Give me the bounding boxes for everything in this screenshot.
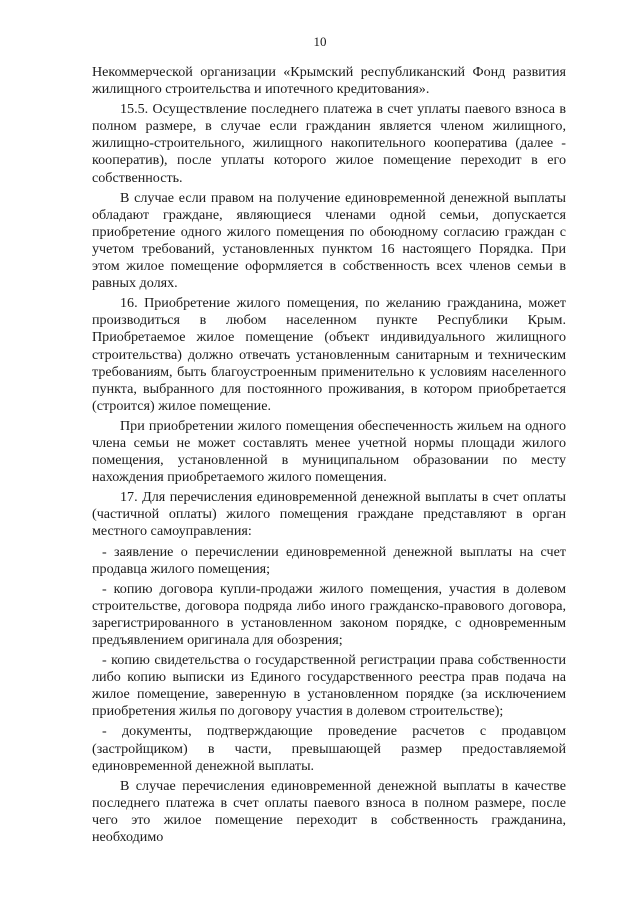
paragraph-17: 17. Для перечисления единовременной денежной выплаты в счет оплаты (частичной оплаты) жилого помещения граждане представляют в орган местного самоуправления:: [92, 489, 566, 540]
list-item-application: - заявление о перечислении единовременной денежной выплаты на счет продавца жилого помещения;: [92, 543, 566, 577]
document-body: [92, 64, 566, 846]
paragraph-intro-continuation: Некоммерческой организации «Крымский республиканский Фонд развития жилищного строительства и ипотечного кредитования».: [92, 64, 566, 98]
paragraph-last-payment: В случае перечисления единовременной денежной выплаты в качестве последнего платежа в счет оплаты паевого взноса в полном размере, после чего это жилое помещение переходит в собственность гражданина, необходимо: [92, 777, 566, 846]
paragraph-15-5: 15.5. Осуществление последнего платежа в счет уплаты паевого взноса в полном размере, в случае если гражданин является членом жилищного, жилищно-строительного, жилищного накопительного кооператива (далее - кооператив), после уплаты которого жилое помещение переходит в его собственность.: [92, 101, 566, 186]
list-item-certificate-copy: - копию свидетельства о государственной регистрации права собственности либо копию выписки из Единого государственного реестра прав подача на жилое помещение, заверенную в установленном порядке (за исключением приобретения жилья по договору участия в долевом строительстве);: [92, 652, 566, 720]
list-item-contract-copy: - копию договора купли-продажи жилого помещения, участия в долевом строительстве, договора подряда либо иного гражданско-правового договора, зарегистрированного в установленном законом порядке, с одновременным предъявлением оригинала для обозрения;: [92, 580, 566, 648]
paragraph-family-members: В случае если правом на получение единовременной денежной выплаты обладают граждане, являющиеся членами одной семьи, допускается приобретение одного жилого помещения по обоюдному согласию граждан с учетом требований, установленных пунктом 16 настоящего Порядка. При этом жилое помещение оформляется в собственность всех членов семьи в равных долях.: [92, 189, 566, 292]
paragraph-16: 16. Приобретение жилого помещения, по желанию гражданина, может производиться в любом населенном пункте Республики Крым. Приобретаемое жилое помещение (объект индивидуального жилищного строительства) должно отвечать установленным санитарным и техническим требованиям, быть благоустроенным применительно к условиям населенного пункта, выбранного для постоянного проживания, в котором приобретается (строится) жилое помещение.: [92, 295, 566, 414]
page-number: 10: [313, 34, 327, 49]
paragraph-housing-norm: При приобретении жилого помещения обеспеченность жильем на одного члена семьи не может составлять менее учетной нормы площади жилого помещения, установленной в муниципальном образовании по месту нахождения приобретаемого жилого помещения.: [92, 417, 566, 486]
list-item-payment-documents: - документы, подтверждающие проведение расчетов с продавцом (застройщиком) в части, превышающей размер предоставляемой единовременной денежной выплаты.: [92, 723, 566, 774]
